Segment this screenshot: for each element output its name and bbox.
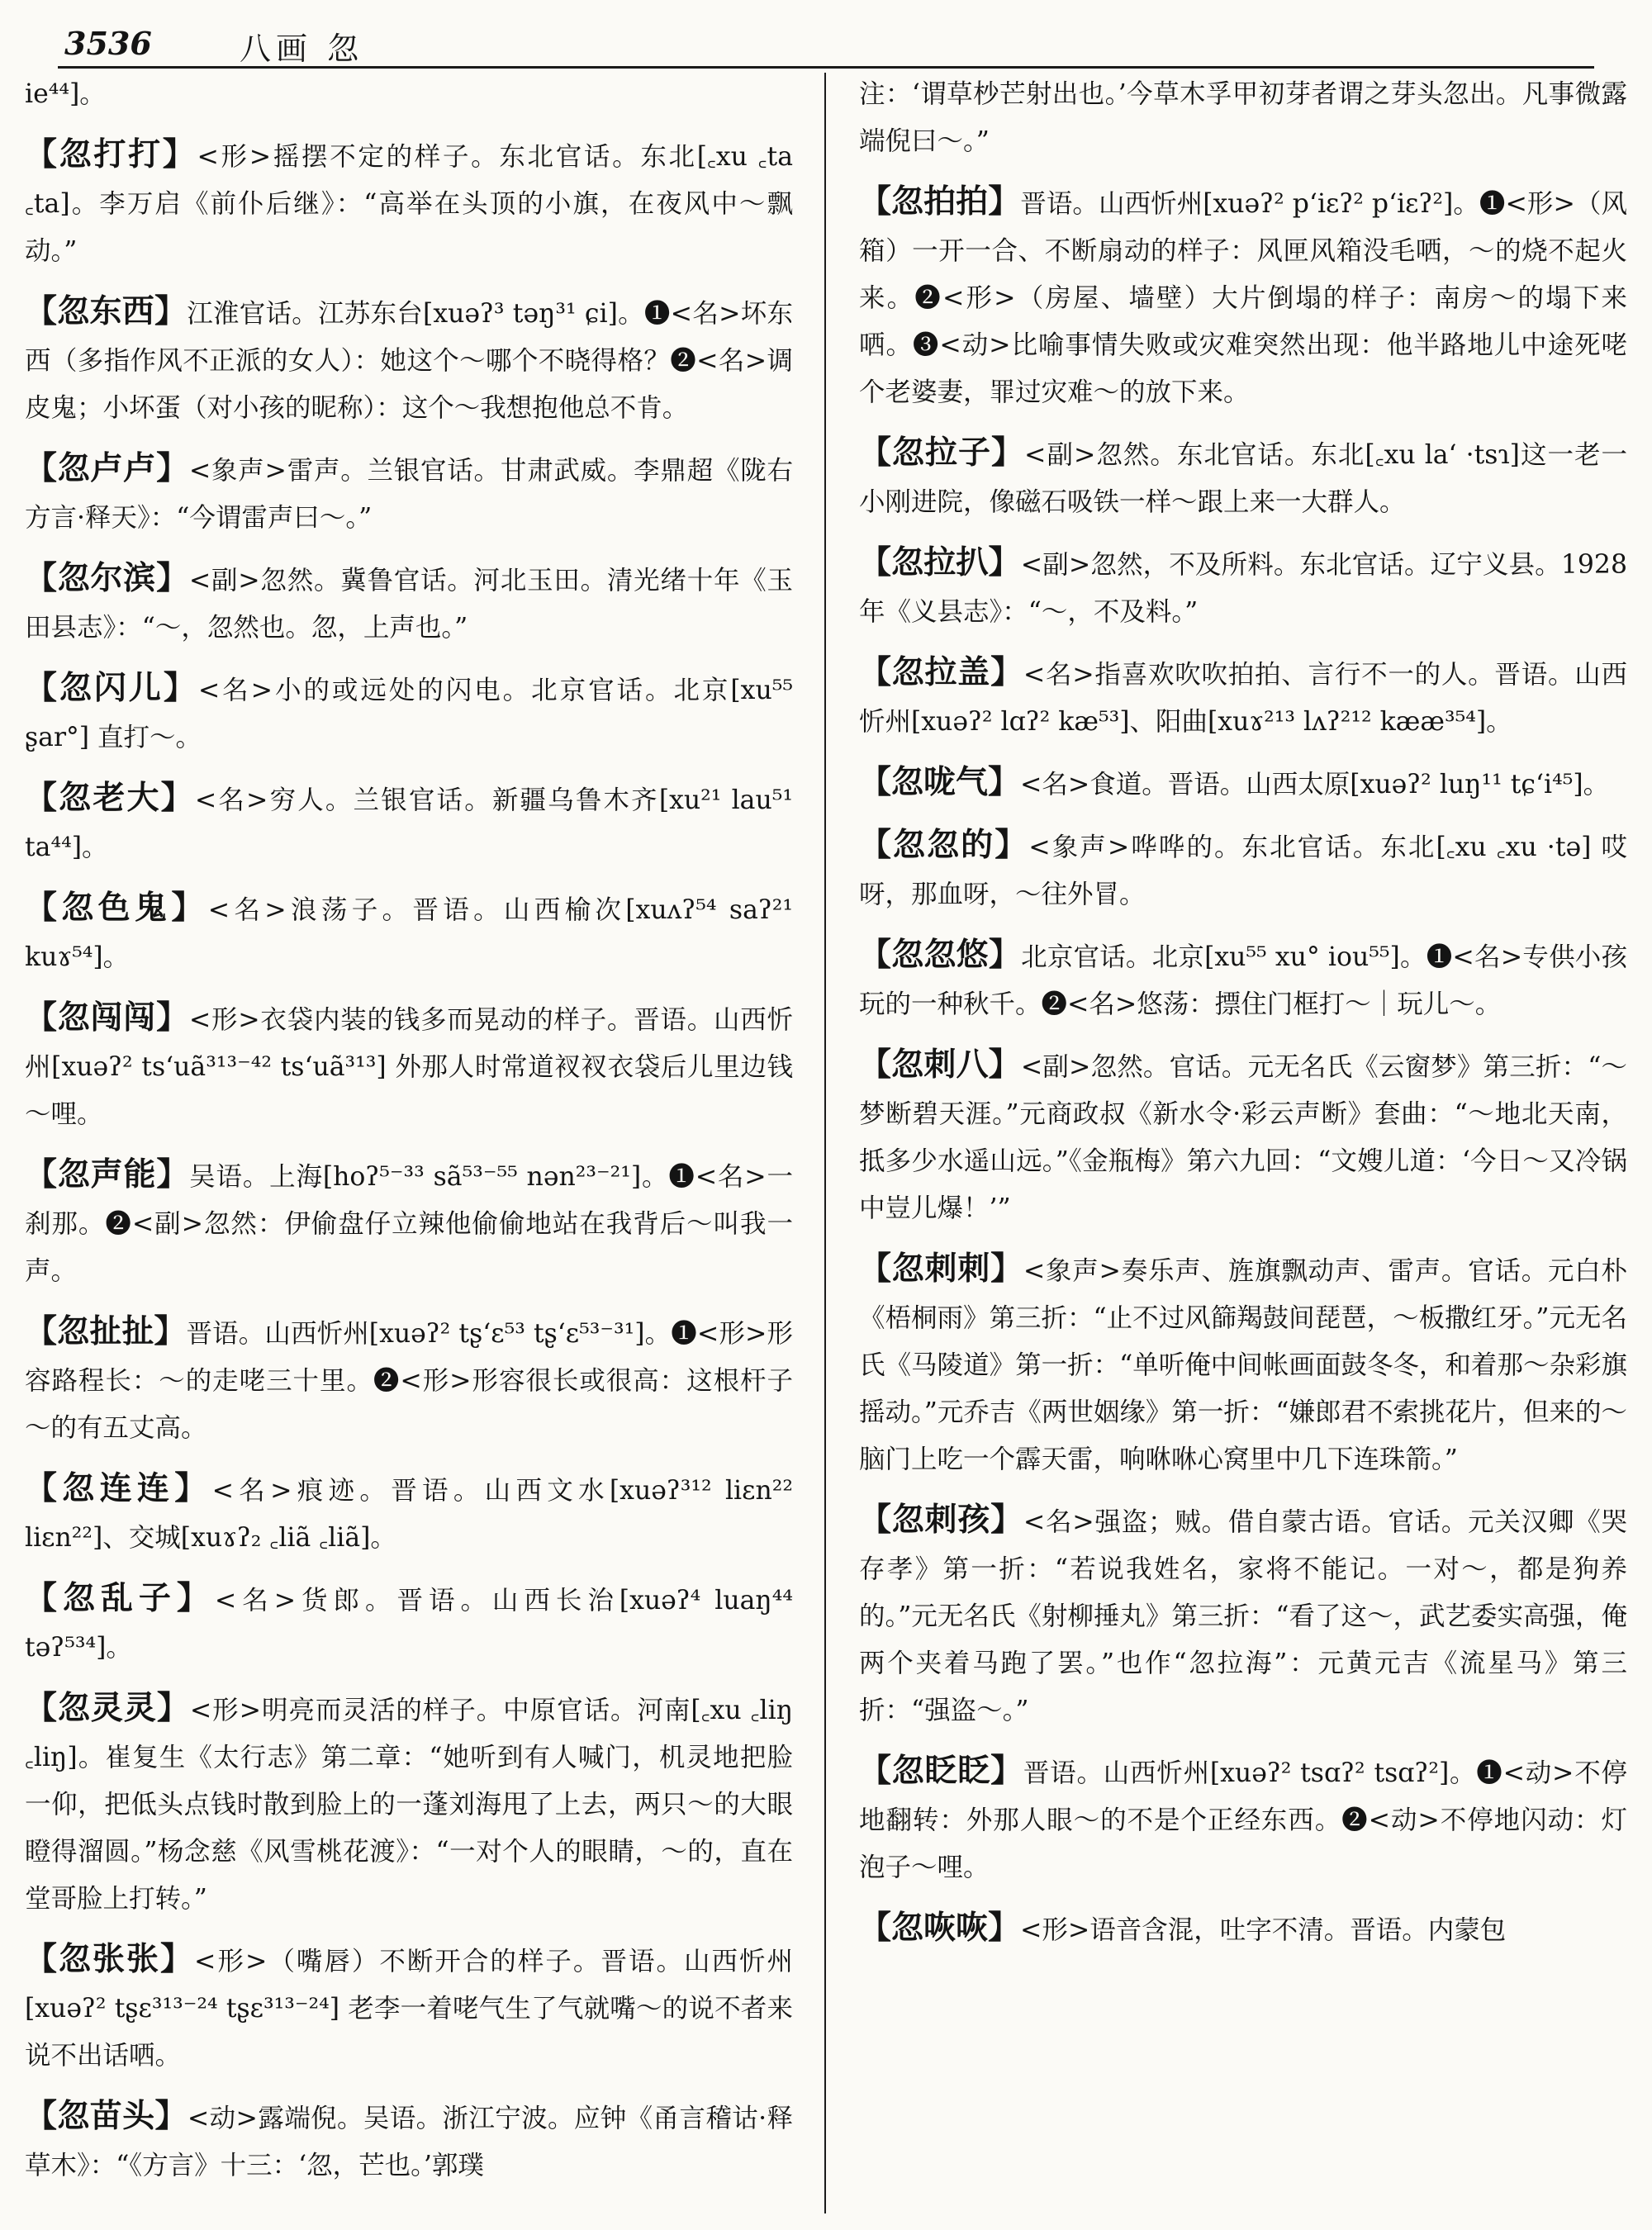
entry-headword: 【忽卢卢】 (25, 450, 189, 487)
entry-text: <象声>雷声。兰银官话。甘肃武威。李鼎超《陇右方言·释天》：“今谓雷声曰～。” (25, 456, 793, 533)
entry-headword: 【忽乱子】 (25, 1580, 215, 1617)
entry-text: <形>摇摆不定的样子。东北官话。东北[꜀xu ꜀ta ꜀ta]。李万启《前仆后继》：“高举在头顶的小旗，在夜风中～飘动。” (25, 142, 793, 266)
entry-headword: 【忽声能】 (25, 1156, 190, 1193)
dictionary-entry (859, 429, 1627, 526)
entry-headword: 【忽拍拍】 (859, 183, 1021, 221)
entry-text: 吴语。上海[hoʔ⁵⁻³³ sã⁵³⁻⁵⁵ nən²³⁻²¹]。❶<名>一刹那。❷<副>忽然：伊偷盘仔立辣他偷偷地站在我背后～叫我一声。 (25, 1162, 793, 1286)
entry-text: 晋语。山西忻州[xuəʔ² tsɑʔ² tsɑʔ²]。❶<动>不停地翻转：外那人眼～的不是个正经东西。❷<动>不停地闪动：灯泡子～哩。 (859, 1758, 1627, 1882)
entry-text: <名>穷人。兰银官话。新疆乌鲁木齐[xu²¹ lau⁵¹ ta⁴⁴]。 (25, 785, 793, 862)
entry-text: <名>食道。晋语。山西太原[xuəʔ² luŋ¹¹ tɕ‘i⁴⁵]。 (1020, 770, 1610, 799)
continuation-text: ie⁴⁴]。 (25, 79, 106, 109)
entry-headword: 【忽刺刺】 (859, 1250, 1023, 1288)
dictionary-entry (25, 288, 793, 432)
dictionary-entry (859, 1905, 1627, 1954)
entry-text: <副>忽然。冀鲁官话。河北玉田。清光绪十年《玉田县志》：“～，忽然也。忽，上声也。” (25, 566, 793, 643)
entry-headword: 【忽色鬼】 (25, 890, 208, 927)
entry-text: <副>忽然。官话。元无名氏《云窗梦》第三折：“～梦断碧天涯。”元商政叔《新水令·彩云声断》套曲：“～地北天南，抵多少水遥山远。”《金瓶梅》第六九回：“文嫂儿道：‘今日～又冷锅中豈儿爆！’” (859, 1052, 1627, 1223)
entry-headword: 【忽老大】 (25, 780, 195, 817)
entry-text: <形>衣袋内装的钱多而晃动的样子。晋语。山西忻州[xuəʔ² ts‘uã³¹³⁻⁴² ts‘uã³¹³] 外那人时常道衩衩衣袋后儿里边钱～哩。 (25, 1005, 793, 1129)
entry-text: <形>明亮而灵活的样子。中原官话。河南[꜀xu ꜀liŋ ꜀liŋ]。崔复生《太行志》第二章：“她听到有人喊门，机灵地把脸一仰，把低头点钱时散到脸上的一蓬刘海甩了上去，两只～的大眼瞪得溜圆。”杨念慈《风雪桃花渡》：“一对个人的眼睛，～的，直在堂哥脸上打转。” (25, 1696, 793, 1914)
entry-headword: 【忽咴咴】 (859, 1910, 1021, 1947)
entry-headword: 【忽咙气】 (859, 764, 1021, 801)
entry-text: <名>小的或远处的闪电。北京官话。北京[xu⁵⁵ ʂar°] 直打～。 (25, 676, 793, 752)
dictionary-entry (859, 539, 1627, 636)
entry-text: <象声>奏乐声、旌旗飘动声、雷声。官话。元白朴《梧桐雨》第三折：“止不过风篩羯鼓间琵琶，～板撒红牙。”元无名氏《马陵道》第一折：“单听俺中间帐画面鼓冬冬，和着那～杂彩旗摇动。”元乔吉《两世姻缘》第一折：“嫌郎君不索挑花片，但来的～脑门上吃一个霹天雷，响咻咻心窝里中几下连珠箭。” (859, 1256, 1627, 1474)
entry-headword: 【忽闯闯】 (25, 999, 189, 1037)
page-header (58, 15, 1594, 69)
entry-headword: 【忽打打】 (25, 136, 197, 173)
dictionary-entry (25, 1465, 793, 1562)
dictionary-entry (859, 1245, 1627, 1483)
entry-text: 北京官话。北京[xu⁵⁵ xu° iou⁵⁵]。❶<名>专供小孩玩的一种秋千。❷<名>悠荡：摽住门框打～｜玩儿～。 (859, 942, 1627, 1019)
entry-text: 江淮官话。江苏东台[xuəʔ³ təŋ³¹ ɕi]。❶<名>坏东西（多指作风不正派的女人）：她这个～哪个不晓得格？❷<名>调皮鬼；小坏蛋（对小孩的昵称）：这个～我想抱他总不肯。 (25, 299, 793, 423)
entry-headword: 【忽眨眨】 (859, 1753, 1023, 1790)
entry-text: <象声>哗哗的。东北官话。东北[꜀xu ꜀xu ·tə] 哎呀，那血呀，～往外冒。 (859, 833, 1627, 909)
column-divider (824, 73, 826, 2213)
dictionary-entry (859, 1748, 1627, 1891)
dictionary-entry (859, 822, 1627, 918)
dictionary-entry (25, 2093, 793, 2190)
dictionary-entry (859, 649, 1627, 746)
entry-text: <动>露端倪。吴语。浙江宁波。应钟《甬言稽诂·释草木》：“《方言》十三：‘忽，芒也。’郭璞 (25, 2104, 793, 2180)
dictionary-entry (859, 178, 1627, 416)
dictionary-entry (25, 775, 793, 871)
dictionary-entry (25, 994, 793, 1138)
dictionary-entry (25, 665, 793, 762)
right-column (859, 71, 1627, 2218)
entry-headword: 【忽刺孩】 (859, 1502, 1023, 1539)
entry-headword: 【忽拉盖】 (859, 654, 1023, 691)
entry-text: <副>忽然。东北官话。东北[꜀xu la‘ ·tsɿ]这一老一小刚进院，像磁石吸铁一样～跟上来一大群人。 (859, 440, 1627, 517)
dictionary-entry (25, 885, 793, 981)
left-column (25, 71, 793, 2218)
entry-headword: 【忽闪儿】 (25, 670, 198, 707)
dictionary-entry (25, 555, 793, 652)
entry-text: 晋语。山西忻州[xuəʔ² p‘iɛʔ² p‘iɛʔ²]。❶<形>（风箱）一开一合、不断扇动的样子：风匣风箱没毛哂，～的烧不起火来。❷<形>（房屋、墙壁）大片倒塌的样子：南房～的塌下来哂。❸<动>比喻事情失败或灾难突然出现：他半路地儿中途死咾个老婆妻，罪过灾难～的放下来。 (859, 189, 1627, 407)
page-number: 3536 (64, 25, 152, 62)
dictionary-entry (859, 1041, 1627, 1232)
entry-headword: 【忽忽的】 (859, 827, 1029, 864)
entry-text: <名>强盗；贼。借自蒙古语。官话。元关汉卿《哭存孝》第一折：“若说我姓名，家将不能记。一对～，都是狗养的。”元无名氏《射柳捶丸》第三折：“看了这～，武艺委实高强，俺两个夹着马跑了罢。”也作“忽拉海”：元黄元吉《流星马》第三折：“强盗～。” (859, 1507, 1627, 1725)
entry-text: <形>语音含混，吐字不清。晋语。内蒙包 (1020, 1915, 1507, 1945)
entry-headword: 【忽拉子】 (859, 434, 1025, 472)
entry-text: <名>货郎。晋语。山西长治[xuəʔ⁴ luaŋ⁴⁴ təʔ⁵³⁴]。 (25, 1586, 793, 1663)
running-head: 八画 忽 (240, 31, 364, 67)
entry-headword: 【忽忽悠】 (859, 937, 1022, 974)
entry-headword: 【忽苗头】 (25, 2098, 188, 2135)
entry-headword: 【忽东西】 (25, 293, 188, 330)
entry-text: <名>指喜欢吹吹拍拍、言行不一的人。晋语。山西忻州[xuəʔ² lɑʔ² kæ⁵³]、阳曲[xuɤ²¹³ lʌʔ²¹² kææ³⁵⁴]。 (859, 660, 1627, 737)
entry-headword: 【忽尔滨】 (25, 560, 189, 597)
entry-headword: 【忽拉扒】 (859, 544, 1021, 581)
dictionary-entry (25, 445, 793, 542)
dictionary-entry (25, 131, 793, 275)
entry-text: <名>痕迹。晋语。山西文水[xuəʔ³¹² liɛn²² liɛn²²]、交城[xuɤʔ₂ ꜀liã ꜀liã]。 (25, 1476, 793, 1553)
entry-text: <形>（嘴唇）不断开合的样子。晋语。山西忻州[xuəʔ² tʂɛ³¹³⁻²⁴ tʂɛ³¹³⁻²⁴] 老李一着咾气生了气就嘴～的说不者来说不出话哂。 (25, 1947, 793, 2071)
entry-text: <名>浪荡子。晋语。山西榆次[xuʌʔ⁵⁴ saʔ²¹ kuɤ⁵⁴]。 (25, 895, 793, 972)
entry-text: <副>忽然，不及所料。东北官话。辽宁义县。1928年《义县志》：“～，不及料。” (859, 550, 1627, 627)
entry-text: 晋语。山西忻州[xuəʔ² tʂ‘ɛ⁵³ tʂ‘ɛ⁵³⁻³¹]。❶<形>形容路程长：～的走咾三十里。❷<形>形容很长或很高：这根杆子～的有五丈高。 (25, 1319, 793, 1443)
entry-headword: 【忽刺八】 (859, 1046, 1021, 1084)
dictionary-entry (25, 1151, 793, 1295)
entry-headword: 【忽灵灵】 (25, 1690, 190, 1727)
entry-headword: 【忽扯扯】 (25, 1313, 187, 1350)
dictionary-entry (25, 1308, 793, 1452)
dictionary-entry (859, 932, 1627, 1028)
dictionary-entry (25, 1936, 793, 2080)
entry-headword: 【忽连连】 (25, 1470, 212, 1507)
dictionary-entry (859, 1497, 1627, 1734)
entry-headword: 【忽张张】 (25, 1941, 195, 1978)
dictionary-entry (25, 1685, 793, 1923)
continuation-text: 注：‘谓草杪芒射出也。’今草木孚甲初芽者谓之芽头忽出。凡事微露端倪曰～。” (859, 79, 1627, 156)
dictionary-entry (25, 1575, 793, 1672)
dictionary-entry (859, 759, 1627, 809)
